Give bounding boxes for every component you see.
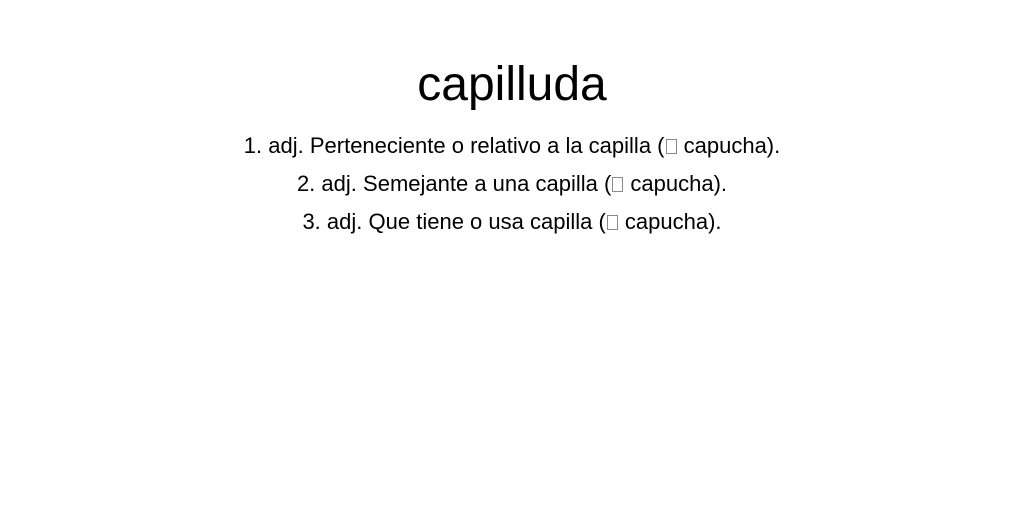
sense-item (0, 165, 1024, 203)
missing-glyph-icon (612, 177, 623, 192)
sense-reference: capucha). (630, 171, 728, 196)
sense-list (0, 127, 1024, 241)
missing-glyph-icon (666, 139, 677, 154)
sense-category: adj. (321, 171, 357, 196)
sense-category: adj. (326, 209, 363, 234)
sense-reference: capucha). (683, 133, 781, 158)
sense-category: adj. (268, 133, 304, 158)
sense-item (0, 127, 1024, 165)
sense-number: 3. (302, 209, 321, 234)
sense-number: 2. (296, 171, 316, 196)
sense-definition: Semejante a una capilla ( (363, 171, 612, 196)
sense-definition: Perteneciente o relativo a la capilla ( (309, 133, 665, 158)
missing-glyph-icon (607, 215, 618, 230)
sense-number: 1. (243, 133, 263, 158)
headword: capilluda (417, 58, 607, 111)
sense-reference: capucha). (624, 209, 722, 234)
sense-item (0, 203, 1024, 241)
sense-definition: Que tiene o usa capilla ( (368, 209, 606, 234)
